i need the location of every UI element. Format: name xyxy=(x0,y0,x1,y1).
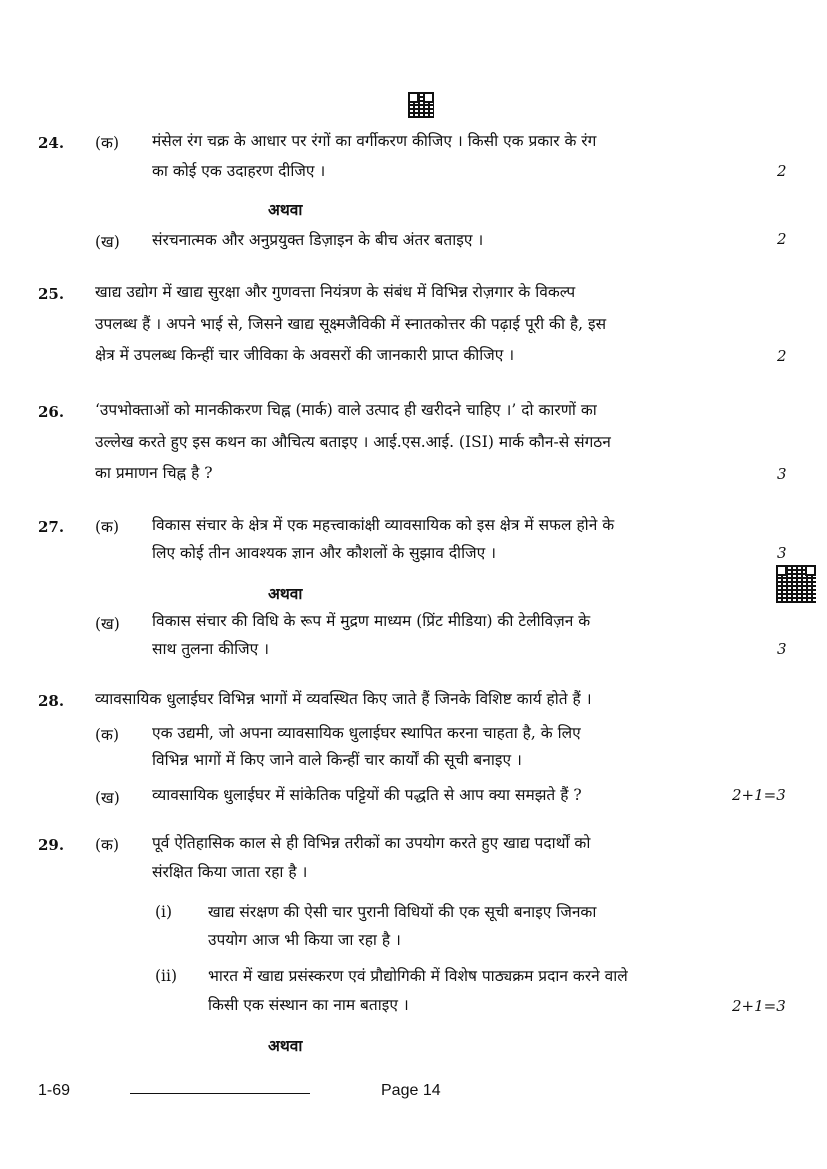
sub-label: (ख) xyxy=(95,233,120,251)
question-text: विकास संचार के क्षेत्र में एक महत्त्वाकांक्षी व्यावसायिक को इस क्षेत्र में सफल होने के xyxy=(152,516,615,534)
marks: 3 xyxy=(777,544,787,562)
question-text: किसी एक संस्थान का नाम बताइए । xyxy=(208,996,409,1014)
marks: 3 xyxy=(777,640,787,658)
sub-label: (ii) xyxy=(155,967,178,985)
question-text: क्षेत्र में उपलब्ध किन्हीं चार जीविका के अवसरों की जानकारी प्राप्त कीजिए । xyxy=(95,346,515,364)
sub-label: (ख) xyxy=(95,615,120,633)
question-number: 28. xyxy=(38,692,65,710)
sub-label: (क) xyxy=(95,726,119,744)
question-text: भारत में खाद्य प्रसंस्करण एवं प्रौद्योगिकी में विशेष पाठ्यक्रम प्रदान करने वाले xyxy=(208,967,628,985)
question-text: पूर्व ऐतिहासिक काल से ही विभिन्न तरीकों का उपयोग करते हुए खाद्य पदार्थों को xyxy=(152,834,591,852)
question-text: उपयोग आज भी किया जा रहा है । xyxy=(208,931,401,949)
marks: 2+1=3 xyxy=(732,786,786,804)
sub-label: (क) xyxy=(95,134,119,152)
sub-label: (क) xyxy=(95,836,119,854)
question-text: खाद्य उद्योग में खाद्य सुरक्षा और गुणवत्ता नियंत्रण के संबंध में विभिन्न रोज़गार के विकल्प xyxy=(95,283,576,301)
page-number: Page 14 xyxy=(381,1082,441,1099)
paper-code: 1-69 xyxy=(38,1082,71,1099)
question-text: व्यावसायिक धुलाईघर में सांकेतिक पट्टियों की पद्धति से आप क्या समझते हैं ? xyxy=(152,786,582,804)
question-number: 26. xyxy=(38,403,65,421)
question-text: खाद्य संरक्षण की ऐसी चार पुरानी विधियों की एक सूची बनाइए जिनका xyxy=(208,903,597,921)
sub-label: (क) xyxy=(95,518,119,536)
qr-code-icon xyxy=(408,92,434,118)
question-text: व्यावसायिक धुलाईघर विभिन्न भागों में व्यवस्थित किए जाते हैं जिनके विशिष्ट कार्य होते हैं । xyxy=(95,690,592,708)
sub-label: (ख) xyxy=(95,789,120,807)
or-label: अथवा xyxy=(268,584,303,603)
marks: 2 xyxy=(777,347,787,365)
question-text: लिए कोई तीन आवश्यक ज्ञान और कौशलों के सुझाव दीजिए । xyxy=(152,544,496,562)
marks: 3 xyxy=(777,465,787,483)
question-text: का प्रमाणन चिह्न है ? xyxy=(95,464,213,482)
question-text: मंसेल रंग चक्र के आधार पर रंगों का वर्गीकरण कीजिए । किसी एक प्रकार के रंग xyxy=(152,132,597,150)
marks: 2+1=3 xyxy=(732,997,786,1015)
question-number: 29. xyxy=(38,836,65,854)
marks: 2 xyxy=(777,230,787,248)
footer-rule xyxy=(130,1093,310,1094)
question-text: संरक्षित किया जाता रहा है । xyxy=(152,863,308,881)
question-text: का कोई एक उदाहरण दीजिए । xyxy=(152,162,326,180)
marks: 2 xyxy=(777,162,787,180)
question-text: विकास संचार की विधि के रूप में मुद्रण माध्यम (प्रिंट मीडिया) की टेलीविज़न के xyxy=(152,612,591,630)
qr-code-icon xyxy=(776,565,816,603)
question-text: उपलब्ध हैं । अपने भाई से, जिसने खाद्य सूक्ष्मजैविकी में स्नातकोत्तर की पढ़ाई पूरी की है, इस xyxy=(95,315,607,333)
question-text: संरचनात्मक और अनुप्रयुक्त डिज़ाइन के बीच अंतर बताइए । xyxy=(152,231,484,249)
question-text: एक उद्यमी, जो अपना व्यावसायिक धुलाईघर स्थापित करना चाहता है, के लिए xyxy=(152,724,581,742)
question-number: 25. xyxy=(38,285,65,303)
or-label: अथवा xyxy=(268,200,303,219)
or-label: अथवा xyxy=(268,1036,303,1055)
question-text: ‘उपभोक्ताओं को मानकीकरण चिह्न (मार्क) वाले उत्पाद ही खरीदने चाहिए ।’ दो कारणों का xyxy=(95,401,597,419)
sub-label: (i) xyxy=(155,903,173,921)
question-number: 27. xyxy=(38,518,65,536)
question-text: विभिन्न भागों में किए जाने वाले किन्हीं चार कार्यों की सूची बनाइए । xyxy=(152,751,522,769)
question-text: साथ तुलना कीजिए । xyxy=(152,640,270,658)
question-number: 24. xyxy=(38,134,65,152)
question-text: उल्लेख करते हुए इस कथन का औचित्य बताइए । आई.एस.आई. (ISI) मार्क कौन-से संगठन xyxy=(95,433,611,451)
